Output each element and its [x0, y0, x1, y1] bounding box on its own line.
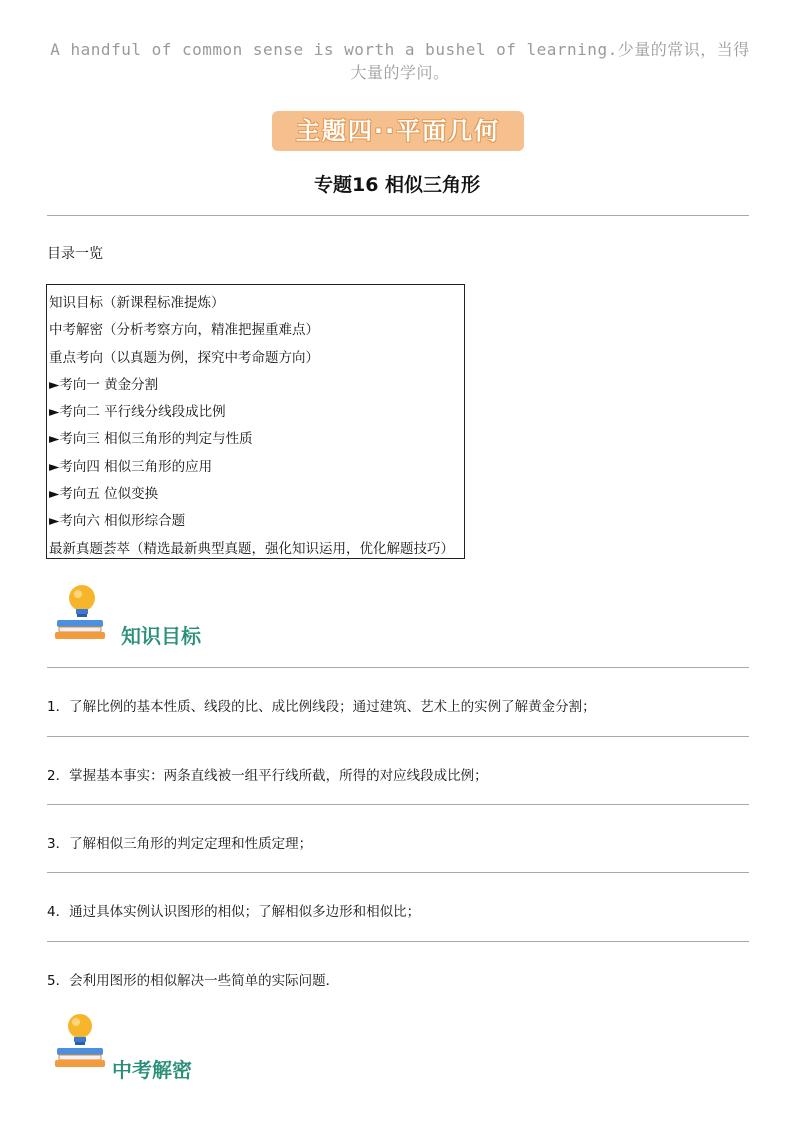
divider	[47, 872, 749, 873]
page-title: 专题16 相似三角形	[313, 174, 481, 196]
objective-4: 4．通过具体实例认识图形的相似；了解相似多边形和相似比；	[47, 904, 421, 920]
objective-3: 3．了解相似三角形的判定定理和性质定理；	[47, 836, 313, 852]
toc-item-exam-analysis[interactable]: 中考解密（分析考察方向，精准把握重难点）	[49, 322, 319, 339]
toc-label: 目录一览	[47, 246, 103, 262]
divider	[47, 215, 749, 216]
toc-item-direction-2[interactable]: ►考向二 平行线分线段成比例	[49, 404, 226, 421]
toc-item-latest-questions[interactable]: 最新真题荟萃（精选最新典型真题，强化知识运用，优化解题技巧）	[49, 540, 454, 557]
objective-1: 1．了解比例的基本性质、线段的比、成比例线段；通过建筑、艺术上的实例了解黄金分割；	[47, 699, 596, 715]
toc-item-direction-1[interactable]: ►考向一 黄金分割	[49, 376, 159, 393]
motto-line-2: 大量的学问。	[350, 63, 450, 82]
section-title-knowledge-goals: 知识目标	[121, 624, 201, 648]
objective-2: 2．掌握基本事实：两条直线被一组平行线所截，所得的对应线段成比例；	[47, 768, 488, 784]
divider	[47, 736, 749, 737]
divider	[47, 667, 749, 668]
toc-item-direction-3[interactable]: ►考向三 相似三角形的判定与性质	[49, 431, 253, 448]
topic-banner-text: 主题四··平面几何	[295, 117, 501, 145]
divider	[47, 941, 749, 942]
motto	[40, 38, 760, 84]
lightbulb-books-icon	[52, 582, 114, 644]
toc-item-direction-4[interactable]: ►考向四 相似三角形的应用	[49, 458, 213, 475]
objective-5: 5．会利用图形的相似解决一些简单的实际问题．	[47, 973, 340, 989]
toc-item-direction-5[interactable]: ►考向五 位似变换	[49, 486, 159, 503]
table-of-contents	[46, 284, 465, 559]
section-header-exam-analysis	[52, 1012, 252, 1082]
topic-banner	[272, 111, 524, 151]
divider	[47, 804, 749, 805]
toc-item-key-directions[interactable]: 重点考向（以真题为例，探究中考命题方向）	[49, 349, 319, 366]
motto-line-1: A handful of common sense is worth a bushel of learning.少量的常识，当得	[50, 40, 750, 59]
toc-item-knowledge-goals[interactable]: 知识目标（新课程标准提炼）	[49, 295, 225, 311]
section-title-exam-analysis: 中考解密	[112, 1058, 192, 1082]
toc-item-direction-6[interactable]: ►考向六 相似形综合题	[49, 513, 186, 530]
section-header-knowledge-goals	[52, 582, 252, 652]
lightbulb-books-icon	[52, 1012, 114, 1074]
